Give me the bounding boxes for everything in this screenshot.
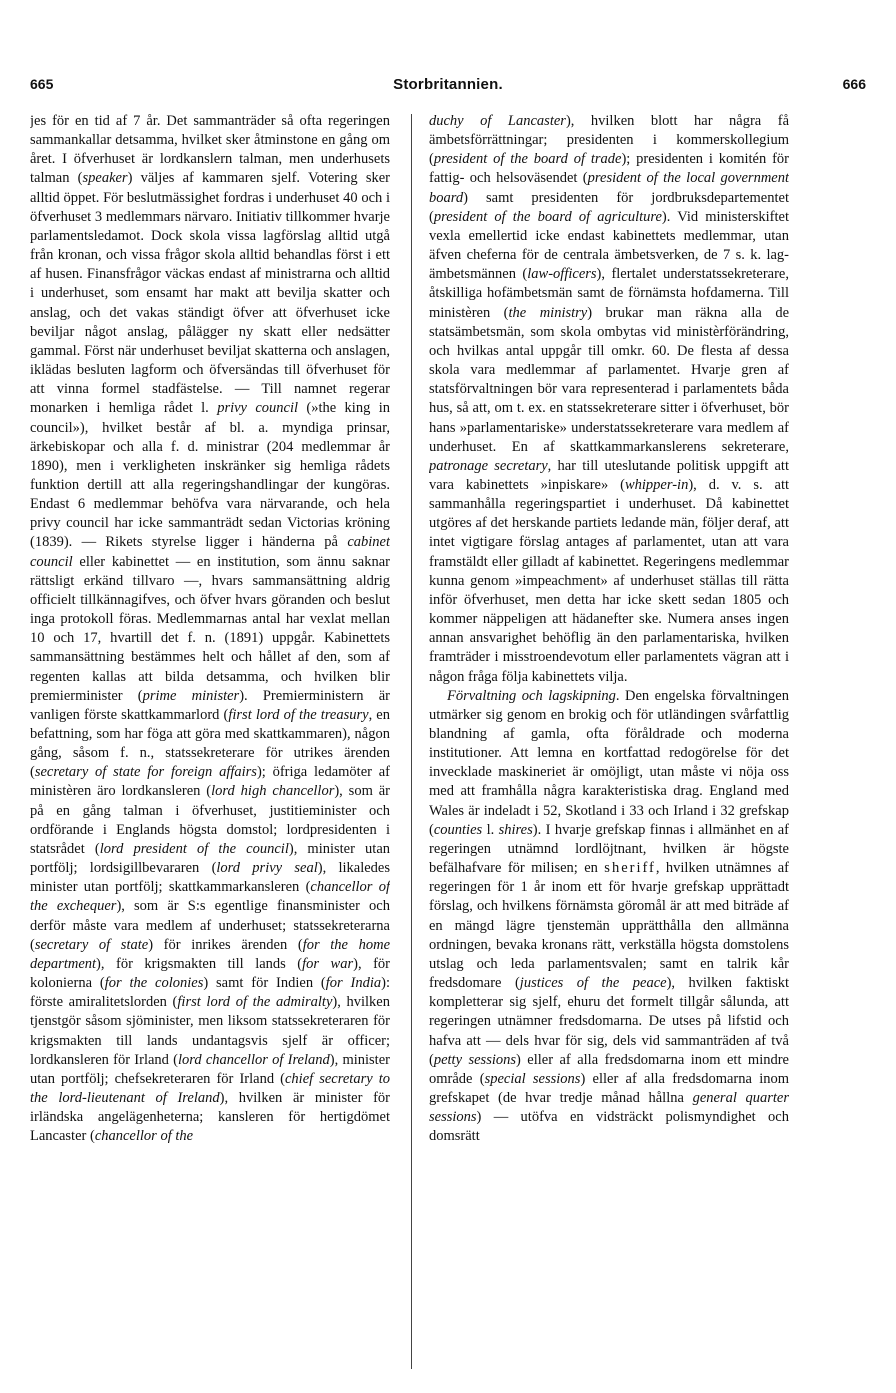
section-heading: Förvaltning och lagskipning (447, 687, 616, 704)
right-paragraph-2: Förvaltning och lagskipning. Den engelska förvaltningen utmärker sig genom en brokig och för utländingen svårfattlig blandning af gamla, ofta föråldrade och moderna institutioner. Att lemna en kortfattad redogörelse för det invecklade maskineriet är omöjligt, utan måste vi nöja oss med att framhålla några karakteristiska drag. England med Wales är indeladt i 52, Skotland i 33 och Irland i 32 grefskap (counties l. shires). I hvarje grefskap finnas i allmänhet en af regeringen utnämnd lordlöjtnant, hvilken är högste befälhafvare för milisen; en sheriff, hvilken utnämnes af regeringen för 1 år inom ett för hvarje grefskap upprättadt förslag, och hvilkens förnämsta göromål är att med biträde af en mängd lägre tjenstemän upprätthålla den allmänna ordningen, bevaka kronans rätt, verkställa högsta domstolens utslag och leda parlamentsvalen; samt en talrik kår fredsdomare (justices of the peace), hvilken faktiskt kompletterar sig sjelf, ehuru det formelt tillgår sålunda, att regeringen utnämner fredsdomarna. De utses på lifstid och hafva att — dels hvar för sig, dels vid sammanträden af två (petty sessions) eller af alla fredsdomarna inom ett mindre område (special sessions) eller af alla fredsdomarna inom grefskapet (de hvar tredje månad hållna general quarter sessions) — utöfva en vidsträckt polismyndighet och domsrätt (429, 687, 789, 1145)
page-header (30, 76, 866, 100)
page-number-left: 665 (30, 76, 54, 92)
page-number-right: 666 (842, 76, 866, 92)
left-column (30, 112, 390, 1377)
left-paragraph: jes för en tid af 7 år. Det sammanträder så ofta regeringen sammankallar detsamma, hvilket sker åtminstone en gång om året. I öfverhuset är lordkanslern talman, men underhusets talman (speaker) väljes af kammaren sjelf. Votering sker alltid öppet. För beslutmässighet fordras i underhuset 40 och i öfverhuset 3 medlemmars närvaro. Initiativ tillkommer hvarje parlamentsledamot. Dock skola vissa lagförslag alltid utgå från kronan, och vissa frågor skola alltid behandlas först i ett af husen. Finansfrågor väckas endast af ministrarna och alltid i underhuset, som ensamt har makt att bevilja skatter och anslag, och det vakas ständigt öfver att öfverhuset icke beviljar något anslag, pålägger ny skatt eller nedsätter gammal. Först när underhuset beviljat skatterna och anslagen, iklädas besluten lagform och öfversändas till öfverhuset för att vinna formel stadfästelse. — Till namnet regerar monarken i hemliga rådet l. privy council (»the king in council»), hvilket består af bl. a. myndiga prinsar, ärkebiskopar och alla f. d. ministrar (204 medlemmar år 1890), men i verkligheten inskränker sig hemliga rådets funktion dertill att alla regeringshandlingar der kungöras. Endast 6 medlemmar behöfva vara närvarande, och hela privy council har icke sammanträdt sedan Victorias kröning (1839). — Rikets styrelse ligger i händerna på cabinet council eller kabinettet — en institution, som ännu saknar rättsligt erkänd tillvaro —, hvars sammansättning aldrig officielt tillkännagifves, och öfver hvars göranden och beslut inga protokoll föras. Medlemmarnas antal har vexlat mellan 10 och 17, hvartill det f. n. (1891) uppgår. Kabinettets sammansättning bestämmes helt och hållet af den, som af regenten kallas att bilda detsamma, och hvilken blir premierminister (prime minister). Premierministern är vanligen förste skattkammarlord (first lord of the treasury, en befattning, som har föga att göra med skattkammaren), någon gång, såsom f. n., statssekreterare för utrikes ärenden (secretary of state for foreign affairs); öfriga ledamöter af ministèren äro lordkansleren (lord high chancellor), som är på en gång talman i öfverhuset, justitieminister och ordförande i Englands högsta domstol; lordpresidenten i statsrådet (lord president of the council), minister utan portfölj; lordsigillbevararen (lord privy seal), likaledes minister utan portfölj; skattkammarkansleren (chancellor of the exchequer), som är S:s egentlige finansminister och derför måste vara medlem af underhuset; statssekreterarna (secretary of state) för inrikes ärenden (for the home department), för krigsmakten till lands (for war), för kolonierna (for the colonies) samt för Indien (for India): förste amiralitetslorden (first lord of the admiralty), hvilken tjenstgör såsom sjöminister, men liksom statssekreteraren för krigsmakten till lands undantagsvis sjelf är officer; lordkansleren för Irland (lord chancellor of Ireland), minister utan portfölj; chefsekreteraren för Irland (chief secretary to the lord-lieutenant of Ireland), hvilken är minister för irländska angelägenheterna; kansleren för hertigdömet Lancaster (chancellor of the (30, 113, 390, 1145)
right-column (429, 112, 789, 1377)
right-paragraph-1: duchy of Lancaster), hvilken blott har några få ämbetsförrättningar; presidenten i kommerskollegium (president of the board of trade); presidenten i komitén för fattig- och helsoväsendet (president of the local government board) samt presidenten för jordbruksdepartementet (president of the board of agriculture). Vid ministerskiftet vexla emellertid icke endast kabinettets medlemmar, utan äfven cheferna för de centrala ämbetsverken, de 7 s. k. lag-ämbetsmännen (law-officers), flertalet understatssekreterare, åtskilliga hofämbetsmän samt de förnämsta hofdamerna. Till ministèren (the ministry) brukar man räkna alla de statsämbetsmän, som skola ombytas vid ministèrförändring, och hvilkas antal uppgår till omkr. 60. De flesta af dessa skola vara medlemmar af parlamentet. Hvarje gren af statsförvaltningen bör vara representerad i parlamentets båda hus, så att, om t. ex. en statssekreterare sitter i öfverhuset, bör hans »parlamentariske» understatssekreterare vara medlem af underhuset. En af skattkammarkanslerens sekreterare, patronage secretary, har till uteslutande politisk uppgift att vara kabinettets »inpiskare» (whipper-in), d. v. s. att sammanhålla regeringspartiet i underhuset. Då kabinettet utgöres af det herskande partiets ledande män, följer deraf, att intet vigtigare förslag antages af parlamentet, utan att vara framstäldt eller gilladt af kabinettet. Regeringens medlemmar kunna genom »impeachment» af underhuset ställas till rätta inför öfverhuset, men detta har icke skett sedan 1805 och kommer näppeligen att hädanefter ske. Numera anses ingen annan ansvarighet behöflig än den parlamentariska, hvilken framträder i misstroendevotum eller parlamentets vägran att i någon fråga följa kabinettets vilja. (429, 113, 789, 685)
running-title: Storbritannien. (393, 76, 503, 93)
column-divider (411, 114, 412, 1369)
